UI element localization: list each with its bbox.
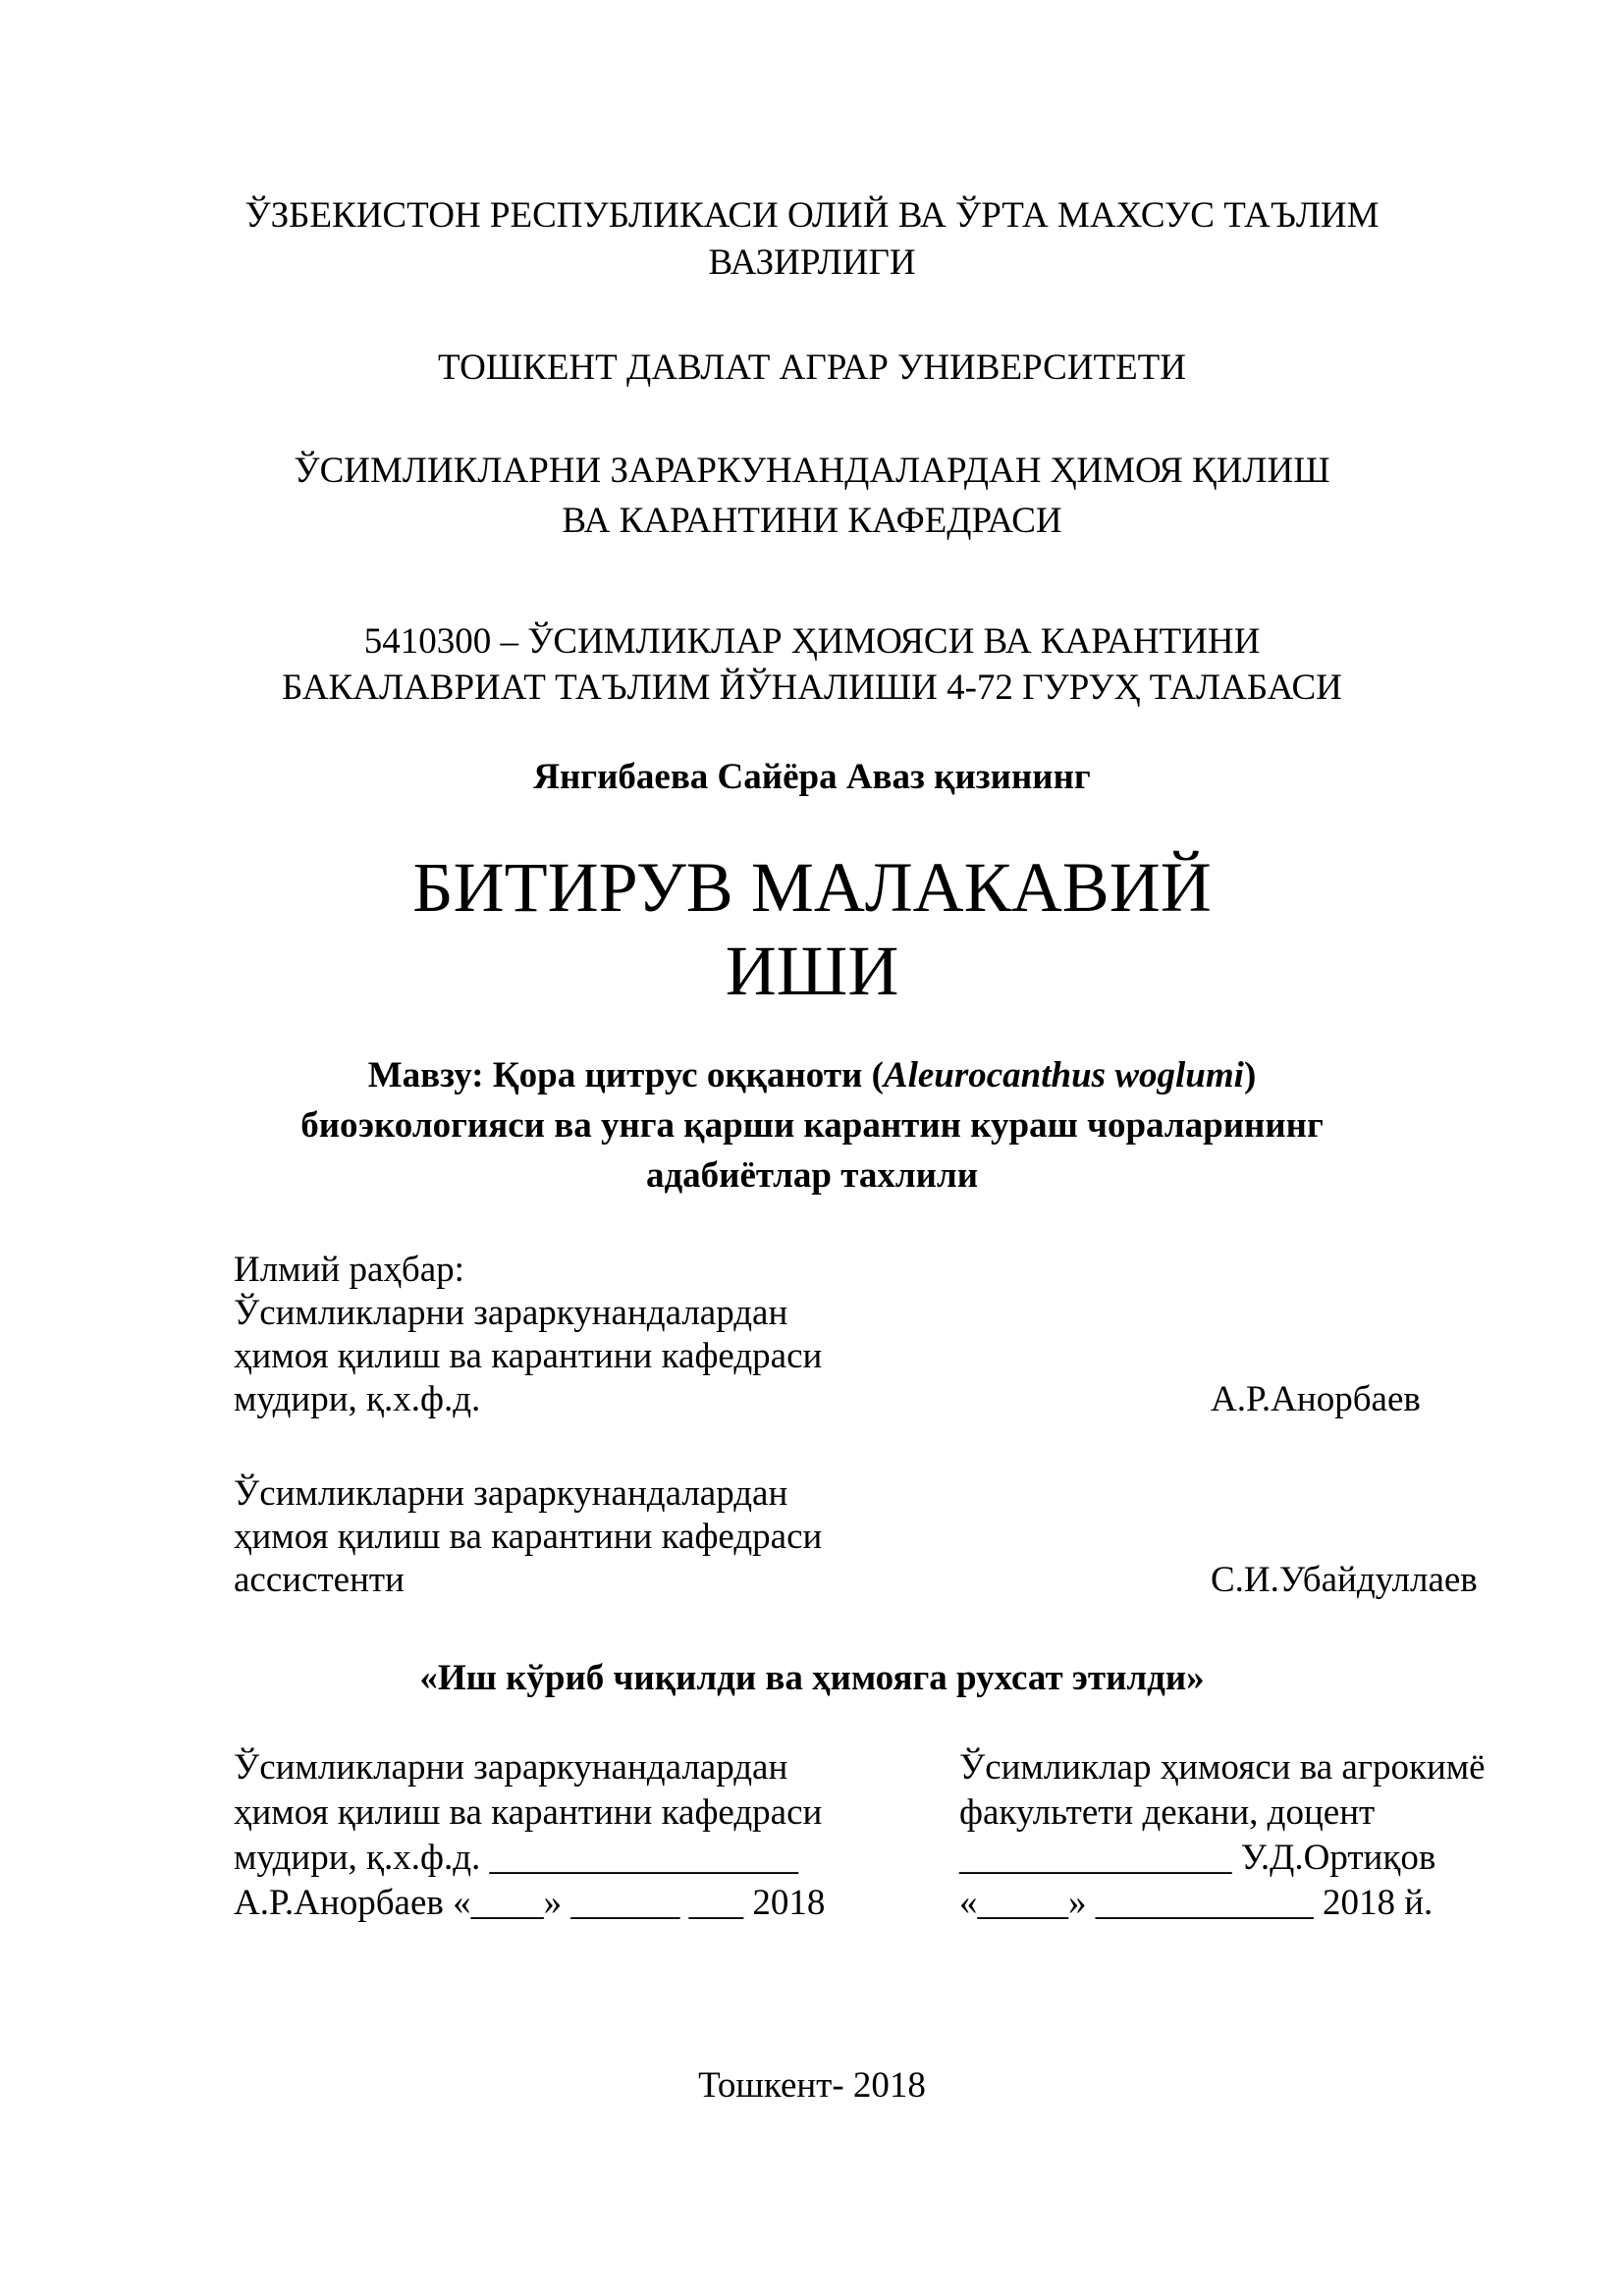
assistant-line-1: Ўсимликларни зараркунандалардан: [234, 1473, 788, 1514]
topic-suffix: ): [1243, 1055, 1257, 1095]
work-title-line-1: БИТИРУВ МАЛАКАВИЙ: [412, 848, 1212, 927]
approval-right-line-2: факультети декани, доцент: [959, 1792, 1376, 1833]
ministry-line-2: ВАЗИРЛИГИ: [708, 242, 916, 283]
department-line-2: ВА КАРАНТИНИ КАФЕДРАСИ: [562, 501, 1062, 541]
supervisor-block: [234, 1249, 822, 1421]
approval-right-block: [959, 1745, 1486, 1926]
approval-right-line-3: _______________ У.Д.Ортиқов: [959, 1838, 1436, 1878]
topic-line-1: [0, 1052, 1624, 1099]
topic-line-3: адабиётлар тахлили: [645, 1155, 979, 1196]
assistant-line-3: ассистенти: [234, 1560, 405, 1600]
topic-species: Aleurocanthus woglumi: [883, 1055, 1244, 1095]
supervisor-name: А.Р.Анорбаев: [1211, 1379, 1421, 1419]
assistant-line-2: ҳимоя қилиш ва карантини кафедраси: [234, 1517, 823, 1557]
supervisor-line-2: ҳимоя қилиш ва карантини кафедраси: [234, 1336, 823, 1376]
supervisor-line-1: Ўсимликларни зараркунандалардан: [234, 1293, 788, 1333]
university-name: ТОШКЕНТ ДАВЛАТ АГРАР УНИВЕРСИТЕТИ: [437, 347, 1187, 388]
work-title-line-2: ИШИ: [725, 932, 899, 1010]
approval-right-line-1: Ўсимликлар ҳимояси ва агрокимё: [959, 1747, 1486, 1788]
approval-heading: «Иш кўриб чиқилди ва ҳимояга рухсат этилди»: [419, 1658, 1205, 1698]
department-line-1: ЎСИМЛИКЛАРНИ ЗАРАРКУНАНДАЛАРДАН ҲИМОЯ ҚИЛИШ: [294, 451, 1330, 491]
topic-line-2: биоэкологияси ва унга қарши карантин кураш чораларининг: [300, 1105, 1324, 1146]
assistant-name: С.И.Убайдуллаев: [1211, 1560, 1478, 1600]
city-year: Тошкент- 2018: [698, 2065, 926, 2106]
approval-left-block: [234, 1745, 825, 1926]
approval-left-line-3: мудири, қ.х.ф.д. _________________: [234, 1838, 799, 1878]
supervisor-label: Илмий раҳбар:: [234, 1250, 464, 1290]
topic-prefix: Мавзу: Қора цитрус оққаноти (: [367, 1055, 884, 1095]
assistant-block: [234, 1472, 822, 1602]
supervisor-line-3: мудири, қ.х.ф.д.: [234, 1379, 481, 1419]
approval-right-line-4: «_____» ____________ 2018 й.: [959, 1883, 1434, 1923]
approval-left-line-1: Ўсимликларни зараркунандалардан: [234, 1747, 788, 1788]
approval-left-line-4: А.Р.Анорбаев «____» ______ ___ 2018: [234, 1883, 826, 1923]
student-name: Янгибаева Сайёра Аваз қизининг: [533, 757, 1091, 797]
ministry-line-1: ЎЗБЕКИСТОН РЕСПУБЛИКАСИ ОЛИЙ ВА ЎРТА МАХСУС ТАЪЛИМ: [244, 195, 1380, 236]
approval-left-line-2: ҳимоя қилиш ва карантини кафедраси: [234, 1792, 823, 1833]
program-line-2: БАКАЛАВРИАТ ТАЪЛИМ ЙЎНАЛИШИ 4-72 ГУРУҲ ТАЛАБАСИ: [282, 667, 1342, 708]
program-line-1: 5410300 – ЎСИМЛИКЛАР ҲИМОЯСИ ВА КАРАНТИНИ: [363, 621, 1261, 662]
